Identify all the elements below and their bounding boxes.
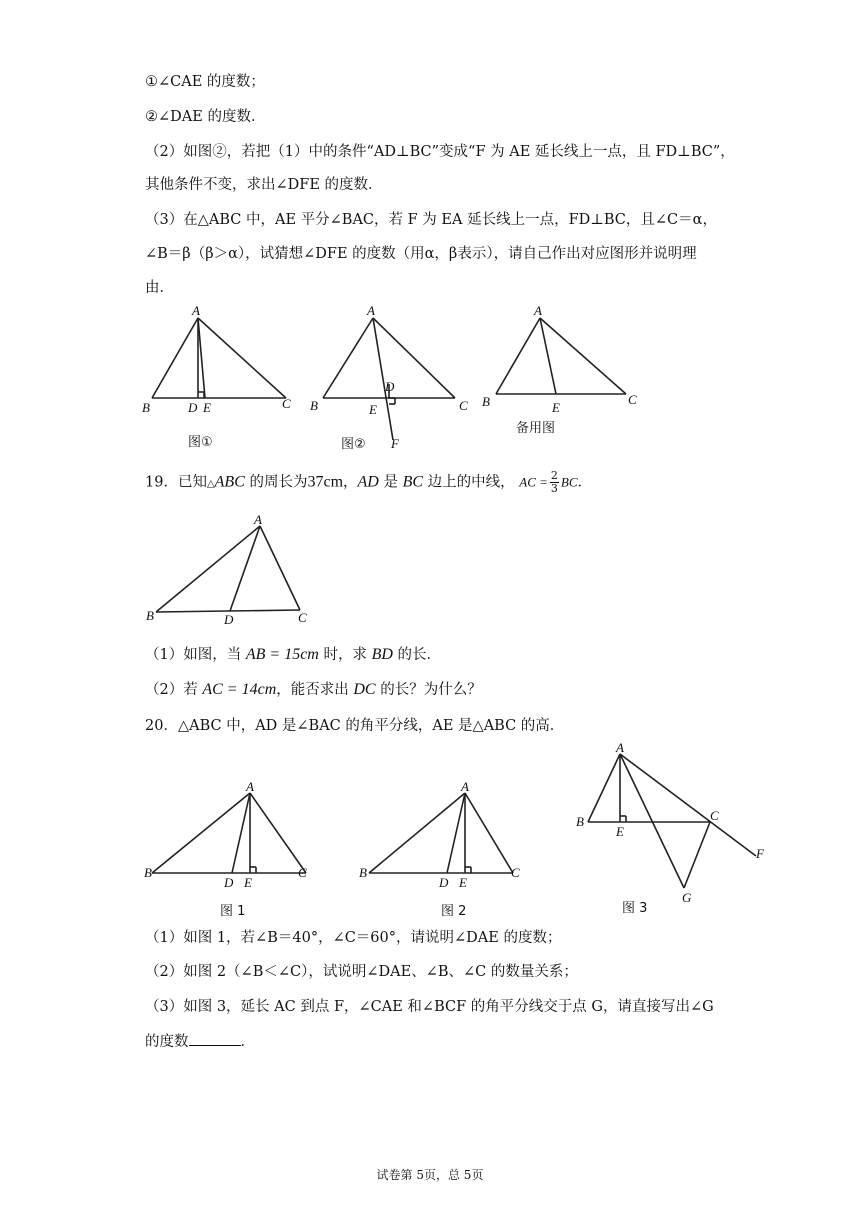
q18-item-1: ①∠CAE 的度数； xyxy=(145,74,265,90)
text-segment: （2）若 xyxy=(145,682,203,698)
math-expression: AC = 14cm xyxy=(202,681,277,698)
point-label-e: E xyxy=(616,824,624,839)
point-label-c: C xyxy=(459,398,468,413)
triangle-abc: ABC xyxy=(214,473,245,491)
point-label-c: C xyxy=(298,865,307,880)
text-segment: 是 xyxy=(378,474,403,491)
point-label-d: D xyxy=(224,612,234,627)
point-label-a: A xyxy=(367,303,375,318)
math-expression: AB = 15cm xyxy=(245,646,319,663)
figure-caption: 图 3 xyxy=(622,901,648,916)
q19-number: 19．已知 xyxy=(145,474,207,491)
point-label-b: B xyxy=(142,400,150,415)
text-segment: 的周长为 xyxy=(244,474,308,491)
math-expression: DC xyxy=(353,681,376,698)
point-label-c: C xyxy=(282,396,291,411)
point-label-d: D xyxy=(385,379,395,394)
point-label-d: D xyxy=(188,400,198,415)
fraction-denominator: 3 xyxy=(550,482,558,495)
point-label-b: B xyxy=(144,865,152,880)
point-label-b: B xyxy=(146,608,154,623)
q18-part2-line1: （2）如图②，若把（1）中的条件“AD⊥BC”变成“F 为 AE 延长线上一点，且 FD⊥BC”， xyxy=(145,144,735,160)
q20-figure-1 xyxy=(140,775,320,920)
point-label-g: G xyxy=(682,890,692,905)
point-label-a: A xyxy=(534,303,542,318)
fraction-two-thirds xyxy=(550,470,559,495)
point-label-a: A xyxy=(254,512,262,527)
q19-stem xyxy=(145,470,725,495)
q18-part3-line2: ∠B＝β（β＞α），试猜想∠DFE 的度数（用α，β表示），请自己作出对应图形并说明理 xyxy=(145,246,697,262)
text-segment: 的度数 xyxy=(145,1034,189,1050)
ac-equals: AC = xyxy=(519,474,548,490)
point-label-e: E xyxy=(203,400,211,415)
q18-part3-line1: （3）在△ABC 中，AE 平分∠BAC，若 F 为 EA 延长线上一点，FD⊥BC，且∠C＝α， xyxy=(145,212,717,228)
q19-part1 xyxy=(145,645,725,665)
q19-part2 xyxy=(145,680,725,700)
point-label-f: F xyxy=(391,436,399,451)
text-segment: ． xyxy=(577,474,593,491)
segment-bc: BC xyxy=(402,473,424,491)
point-label-e: E xyxy=(459,875,467,890)
page-footer: 试卷第 5页，总 5页 xyxy=(376,1168,484,1182)
point-label-d: D xyxy=(439,875,449,890)
segment-ad: AD xyxy=(357,473,379,491)
q18-figure-spare xyxy=(478,300,648,450)
figure-caption: 图 2 xyxy=(441,904,467,919)
figure-caption: 图 1 xyxy=(220,904,246,919)
point-label-f: F xyxy=(756,846,764,861)
point-label-c: C xyxy=(628,392,637,407)
figure-caption: 图① xyxy=(188,435,213,450)
text-segment: 的长？为什么？ xyxy=(375,682,482,698)
q20-part2: （2）如图 2（∠B＜∠C），试说明∠DAE、∠B、∠C 的数量关系； xyxy=(145,964,578,980)
q18-part3-line3: 由． xyxy=(145,280,174,296)
point-label-e: E xyxy=(369,402,377,417)
point-label-a: A xyxy=(616,740,624,755)
point-label-b: B xyxy=(482,394,490,409)
triangle-symbol: △ xyxy=(206,478,215,490)
text-segment: （1）如图，当 xyxy=(145,647,246,663)
point-label-e: E xyxy=(552,400,560,415)
q18-part2-line2: 其他条件不变，求出∠DFE 的度数． xyxy=(145,177,383,193)
q19-figure xyxy=(140,510,320,630)
point-label-b: B xyxy=(359,865,367,880)
point-label-d: D xyxy=(224,875,234,890)
point-label-e: E xyxy=(244,875,252,890)
segment-bc: BC xyxy=(560,474,578,490)
text-segment: ， xyxy=(343,474,358,491)
q20-figure-3 xyxy=(570,740,780,920)
text-segment: 的长． xyxy=(392,647,441,663)
point-label-b: B xyxy=(576,814,584,829)
perimeter-value: 37cm xyxy=(307,473,344,491)
figure-caption: 图② xyxy=(341,437,366,452)
point-label-a: A xyxy=(461,779,469,794)
answer-blank[interactable] xyxy=(189,1031,241,1046)
q20-part3-line1: （3）如图 3，延长 AC 到点 F，∠CAE 和∠BCF 的角平分线交于点 G，请直接写出∠G xyxy=(145,999,714,1015)
q20-part1: （1）如图 1，若∠B＝40°，∠C＝60°，请说明∠DAE 的度数； xyxy=(145,930,562,946)
figure-caption: 备用图 xyxy=(516,421,556,436)
point-label-c: C xyxy=(710,808,719,823)
point-label-c: C xyxy=(298,610,307,625)
text-segment: ，能否求出 xyxy=(276,682,354,698)
point-label-b: B xyxy=(310,398,318,413)
text-segment: 边上的中线， xyxy=(423,474,515,491)
fraction-numerator: 2 xyxy=(550,469,558,482)
point-label-a: A xyxy=(192,303,200,318)
q20-stem: 20．△ABC 中，AD 是∠BAC 的角平分线，AE 是△ABC 的高． xyxy=(145,718,565,734)
q18-figure-1 xyxy=(140,300,300,460)
math-expression: BD xyxy=(371,646,393,663)
text-segment: ． xyxy=(240,1034,255,1050)
point-label-a: A xyxy=(246,779,254,794)
text-segment: 时，求 xyxy=(318,647,372,663)
q20-figure-2 xyxy=(355,775,535,920)
q20-part3-line2 xyxy=(145,1031,725,1052)
q18-item-2: ②∠DAE 的度数． xyxy=(145,109,266,125)
point-label-c: C xyxy=(511,865,520,880)
q18-figure-2 xyxy=(305,300,480,460)
